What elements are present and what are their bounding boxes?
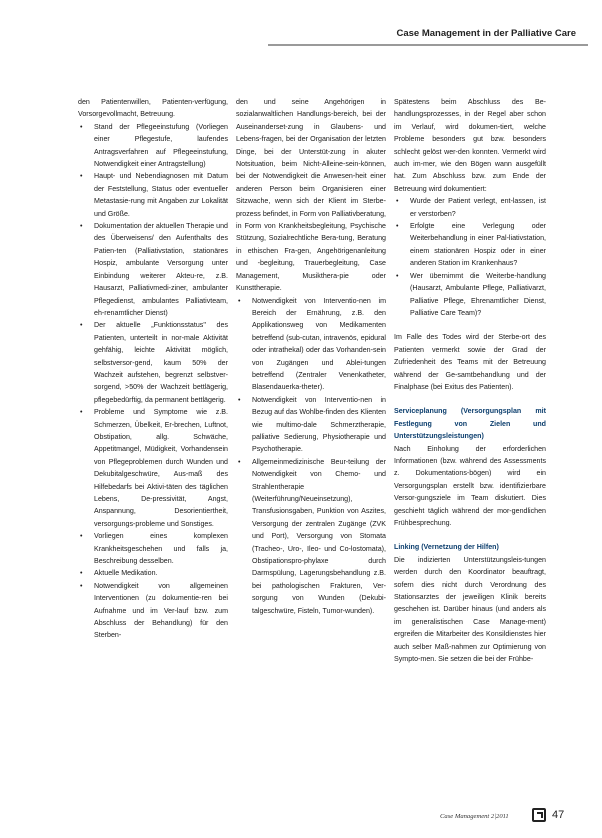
list-item: • Notwendigkeit von allgemeinen Interventionen (zu dokumentie-ren bei Aufnahme und im Ver-lauf bzw. zum Abschluss der Behandlung) für den Sterben- [78, 580, 228, 642]
bullet-list [236, 295, 386, 618]
list-item: • Allgemeinmedizinische Beur-teilung der Notwendigkeit von Chemo- und Strahlentherapie (Weiterführung/Neueinsetzung), Transfusionsgaben, Punktion von Aszites, Versorgung der zentralen Zugänge (ZVK und Port), Versorgung von Stomata (Tracheo-, Uro-, Ileo- und Co-lostomata), Obstipationspro-phylaxe durch Darmspülung, Lagerungsbehandlung z.B. bei pathologischen Frakturen, Ver-sorgung von Wunden (Dekubi-talgeschwüre, Fisteln, Tumor-wunden). [236, 456, 386, 617]
paragraph: den und seine Angehörigen in sozialanwaltlichen Handlungs-bereich, bei der Auseinanderset-zung in Glaubens- und Lebens-fragen, bei der Organisation der letzten Dinge, bei der Unterstüt-zung in akuter Notsituation, beim Nicht-Alleine-sein-können, bei der Notwendigkeit die Anwesen-heit einer anderen Person beim Organisieren einer Sitzwache, wenn sich der Klient im Sterbe-prozess befindet, in Form von Palliativberatung, in Form von Krankheitsbegleitung, Psychische Stützung, Sozialrechtliche Bera-tung, Beratung in ethischen Fra-gen, Angehörigenanleitung und -begleitung, Trauerbegleitung, Case Management, Musikthera-pie oder Kunsttherapie. [236, 98, 386, 293]
list-item: • Haupt- und Nebendiagnosen mit Datum der Feststellung, Status oder eventueller Metastasie-rung mit Angaben zur Lokalität und Größe. [78, 170, 228, 220]
paragraph: Im Falle des Todes wird der Sterbe-ort des Patienten vermerkt sowie der Grad der Zufriedenheit des Teams mit der Betreuung während der Ge-samtbehandlung und der Finalphase (bei Exitus des Patienten). [394, 333, 546, 391]
list-item: • Stand der Pflegeeinstufung (Vorliegen einer Pflegestufe, laufendes Antragsverfahren auf Pflegeeinstufung, Notwendigkeit einer Antragstellung) [78, 121, 228, 171]
list-item: • Notwendigkeit von Interventio-nen im Bereich der Ernährung, z.B. den Applikationsweg von Medikamenten betreffend (sub-cutan, intravenös, epidural oder intrathekal) oder das Vorhanden-sein von Zugängen und Ablei-tungen betreffend (Zentraler Venenkatheter, Blasendauerka-theter). [236, 295, 386, 394]
paragraph: Spätestens beim Abschluss des Be-handlungsprozesses, in der Regel aber schon im Verlauf, wird dokumen-tiert, welche Probleme besonders gut bzw. besonders schlecht gelöst wer-den konnten. Vermerkt wird auch im-mer, wie den Bögen wann ausgefüllt hat. Zum Abschluss bzw. zum Ende der Betreuung wird dokumentiert: [394, 98, 546, 193]
book-icon [532, 808, 546, 822]
page-number: 47 [552, 809, 565, 821]
bullet-list [78, 121, 228, 642]
list-item: • Probleme und Symptome wie z.B. Schmerzen, Übelkeit, Er-brechen, Luftnot, Obstipation, allg. Schwäche, Appetitmangel, Müdigkeit, Vorhandensein von Pflegeproblemen durch Wunden und Dekubitalgeschwüre, Aus-maß des Hilfebedarfs bei Aktivi-täten des täglichen Lebens, De-pressivität, Angst, Anspannung, Desorientiertheit, versorgungs-probleme und Sonstiges. [78, 406, 228, 530]
list-item: • Wer übernimmt die Weiterbe-handlung (Hausarzt, Ambulante Pflege, Palliativarzt, Palliative Pflege, Ehrenamtlicher Dienst, Palliative Care Team)? [394, 270, 546, 320]
list-item: • Notwendigkeit von Interventio-nen in Bezug auf das Wohlbe-finden des Klienten wie multimo-dale Schmerztherapie, palliative Sedierung, Physiotherapie und Psychotherapie. [236, 394, 386, 456]
list-item: • Der aktuelle „Funktionsstatus" des Patienten, unterteilt in nor-male Aktivität gehfähig, leichte Aktivität möglich, selbstversor-gend, kaum 50% der Wachzeit aufstehen, begrenzt selbstver-sorgend, >50% der Wachzeit bettlägerig, pflegebedürftig, da permanent bettlägerig. [78, 319, 228, 406]
section-heading: Serviceplanung (Versorgungsplan mit Festlegung von Zielen und Unterstützungsleistungen) [394, 407, 546, 441]
list-item: • Erfolgte eine Verlegung oder Weiterbehandlung in einer Pal-liativstation, einem stationären Hospiz oder in einer anderen Station im Krankenhaus? [394, 220, 546, 270]
list-item: • Wurde der Patient verlegt, ent-lassen, ist er verstorben? [394, 195, 546, 220]
running-header [268, 24, 588, 46]
paragraph: Nach Einholung der erforderlichen Informationen (bzw. während des Assessments z. Dokumentations-bögen) wird ein Versorgungsplan erstellt bzw. identifizierbare Versor-gungsziele im Team diskutiert. Dies geschieht täglich während der mor-gendlichen Frühbesprechung. [394, 444, 546, 527]
journal-name: Case Management 2|2011 [440, 813, 509, 820]
bullet-list [394, 195, 546, 319]
header-title: Case Management in der Palliative Care [396, 28, 576, 39]
list-item: • Aktuelle Medikation. [78, 567, 228, 579]
page-footer [440, 808, 590, 828]
list-item: • Vorliegen eines komplexen Krankheitsgeschehen und falls ja, Beschreibung desselben. [78, 530, 228, 567]
text-column-3 [394, 96, 546, 665]
list-item: • Dokumentation der aktuellen Therapie und des Überweisens/ den Aufenthalts des Patien-ten (Palliativstation, stationäres Hospiz, ambulante Versorgung unter Einbindung weiterer Akteu-re, z.B. Hausarzt, Palliativmedi-ziner, ambulanter Pflegedienst, ambulantes Palliativteam, eh-renamtlicher Dienst) [78, 220, 228, 319]
text-column-2 [236, 96, 386, 617]
paragraph: Die indizierten Unterstützungsleis-tungen werden durch den Koordinator beauftragt, sofern dies nicht durch Verordnung des Stationsarztes der jeweiligen Klinik bereits geschehen ist. Darüber hinaus (und anders als im generalistischen Case Manage-ment) ergreifen die Mitarbeiter des Konsildienstes hier auch selber Maß-nahmen zur Optimierung von Sympto-men. Sie setzen die bei der Frühbe- [394, 555, 546, 664]
text-column-1 [78, 96, 228, 642]
paragraph: den Patientenwillen, Patienten-verfügung, Vorsorgevollmacht, Betreuung. [78, 98, 228, 119]
section-heading: Linking (Vernetzung der Hilfen) [394, 543, 499, 552]
